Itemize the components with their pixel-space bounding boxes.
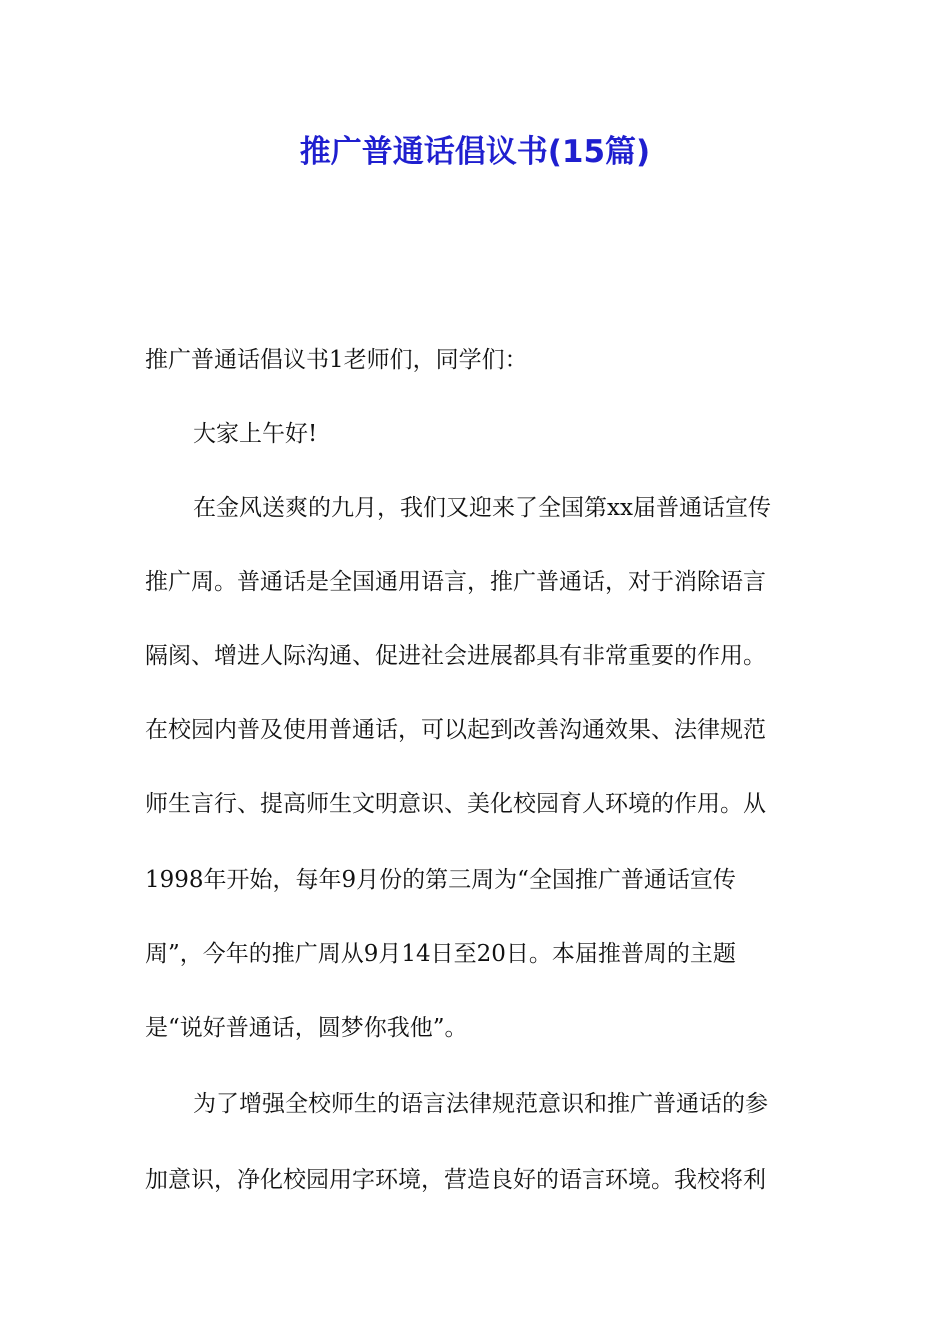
- body-line: 是“说好普通话，圆梦你我他”。: [145, 1015, 468, 1041]
- greeting-line: 大家上午好!: [193, 421, 318, 447]
- body-line: 1998年开始，每年9月份的第三周为“全国推广普通话宣传: [145, 867, 736, 893]
- body-line: 周”，今年的推广周从9月14日至20日。本届推普周的主题: [145, 941, 736, 967]
- body-line: 在校园内普及使用普通话，可以起到改善沟通效果、法律规范: [145, 717, 766, 743]
- document-title: 推广普通话倡议书(15篇): [299, 134, 651, 170]
- body-line: 在金风送爽的九月，我们又迎来了全国第xx届普通话宣传: [193, 495, 771, 521]
- body-line: 师生言行、提高师生文明意识、美化校园育人环境的作用。从: [145, 791, 766, 817]
- body-line: 加意识，净化校园用字环境，营造良好的语言环境。我校将利: [145, 1167, 766, 1193]
- body-line: 为了增强全校师生的语言法律规范意识和推广普通话的参: [193, 1091, 768, 1117]
- salutation-line: 推广普通话倡议书1老师们，同学们：: [145, 347, 528, 373]
- body-line: 推广周。普通话是全国通用语言，推广普通话，对于消除语言: [145, 569, 766, 595]
- body-line: 隔阂、增进人际沟通、促进社会进展都具有非常重要的作用。: [145, 643, 766, 669]
